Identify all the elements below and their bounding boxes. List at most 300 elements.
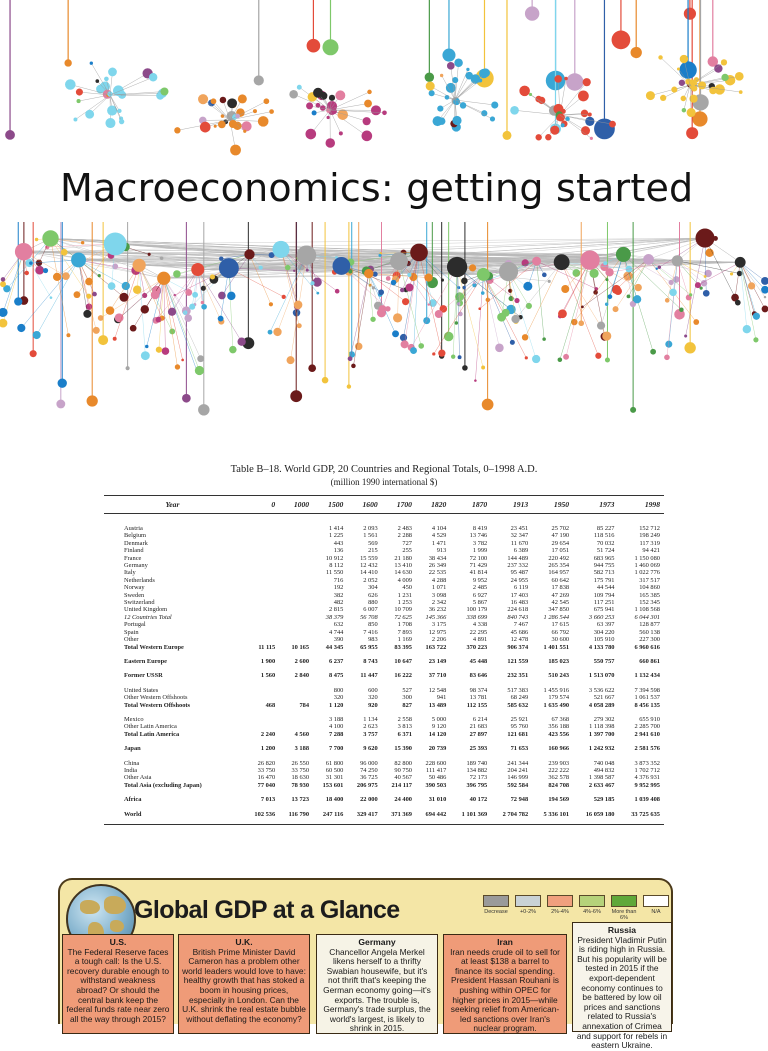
network-hub xyxy=(499,262,518,281)
table-cell xyxy=(279,599,313,606)
table-cell: 3 188 xyxy=(313,709,347,723)
network-node xyxy=(306,269,309,272)
network-node xyxy=(614,287,622,295)
table-cell: 1 900 xyxy=(245,651,279,665)
table-row xyxy=(104,782,664,789)
table-cell: 21 683 xyxy=(450,723,491,730)
network-node xyxy=(269,109,274,114)
table-cell: 1 635 490 xyxy=(532,702,573,709)
table-cell: 7 013 xyxy=(245,789,279,803)
legend-swatch xyxy=(483,895,509,907)
table-cell: 9 952 995 xyxy=(618,782,664,789)
network-node xyxy=(93,327,100,334)
row-label: Eastern Europe xyxy=(104,651,245,665)
table-header-cell: 1500 xyxy=(313,496,347,514)
network-node xyxy=(679,80,685,86)
network-node xyxy=(686,127,698,139)
network-node xyxy=(218,121,226,129)
network-node xyxy=(691,82,696,87)
network-node xyxy=(297,85,302,90)
table-cell: 660 861 xyxy=(618,651,664,665)
table-cell: 2 623 xyxy=(347,723,381,730)
network-node xyxy=(669,289,677,297)
network-node xyxy=(739,90,743,94)
table-cell: 14 120 xyxy=(416,731,450,738)
table-cell: 11 115 xyxy=(245,644,279,651)
network-node xyxy=(326,138,336,148)
network-node xyxy=(218,316,224,322)
table-cell: 51 724 xyxy=(573,547,618,554)
network-node xyxy=(721,59,727,65)
table-cell xyxy=(279,514,313,533)
network-node xyxy=(126,366,130,370)
table-cell: 66 792 xyxy=(532,629,573,636)
row-label: Mexico xyxy=(104,709,245,723)
network-node xyxy=(53,273,61,281)
table-cell: 24 955 xyxy=(491,577,532,584)
network-node xyxy=(578,91,589,102)
table-cell xyxy=(245,614,279,621)
network-node xyxy=(684,342,695,353)
table-cell: 529 185 xyxy=(573,789,618,803)
network-node xyxy=(680,55,688,63)
table-cell xyxy=(279,636,313,643)
network-node xyxy=(481,68,490,77)
table-cell: 4 338 xyxy=(450,621,491,628)
table-cell: 9 120 xyxy=(416,723,450,730)
table-cell xyxy=(245,606,279,613)
network-node xyxy=(677,67,680,70)
table-cell xyxy=(245,555,279,562)
network-hub xyxy=(104,232,127,255)
network-node xyxy=(362,131,373,142)
table-row xyxy=(104,651,664,665)
network-node xyxy=(550,126,559,135)
network-node xyxy=(145,345,148,348)
table-row xyxy=(104,540,664,547)
network-node xyxy=(519,86,530,97)
network-node xyxy=(364,100,372,108)
legend-label: +0-2% xyxy=(512,909,544,915)
table-cell: 390 503 xyxy=(416,782,450,789)
network-node xyxy=(603,261,607,265)
table-cell: 85 227 xyxy=(573,514,618,533)
network-node xyxy=(117,109,121,113)
table-cell: 4 560 xyxy=(279,731,313,738)
network-node xyxy=(189,304,195,310)
table-cell: 7 416 xyxy=(347,629,381,636)
row-label: Former USSR xyxy=(104,665,245,679)
table-cell: 164 957 xyxy=(532,569,573,576)
row-label: France xyxy=(104,555,245,562)
table-cell: 78 930 xyxy=(279,782,313,789)
table-cell: 382 xyxy=(313,592,347,599)
table-cell: 134 882 xyxy=(450,767,491,774)
network-node xyxy=(650,349,656,355)
table-cell: 1 101 369 xyxy=(450,804,491,825)
table-cell: 40 567 xyxy=(382,774,416,781)
table-row xyxy=(104,592,664,599)
table-row xyxy=(104,774,664,781)
row-label: Africa xyxy=(104,789,245,803)
box-uk-heading: U.K. xyxy=(182,938,306,948)
table-cell: 4 376 931 xyxy=(618,774,664,781)
network-node xyxy=(221,114,225,118)
network-hub xyxy=(580,250,599,269)
network-node xyxy=(444,332,453,341)
network-node xyxy=(525,6,539,20)
network-node xyxy=(185,289,192,296)
box-russia-heading: Russia xyxy=(576,926,668,936)
network-node xyxy=(81,241,84,244)
table-cell: 30 600 xyxy=(532,636,573,643)
network-node xyxy=(438,350,445,357)
network-node xyxy=(258,116,269,127)
table-cell xyxy=(245,562,279,569)
network-node xyxy=(108,282,116,290)
legend-item xyxy=(608,895,640,921)
table-cell: 2 581 576 xyxy=(618,738,664,752)
row-label: Italy xyxy=(104,569,245,576)
table-row xyxy=(104,789,664,803)
table-cell: 941 xyxy=(416,694,450,701)
network-node xyxy=(523,282,532,291)
network-node xyxy=(61,249,68,256)
table-cell: 13 723 xyxy=(279,789,313,803)
network-node xyxy=(548,280,551,283)
network-node xyxy=(735,300,741,306)
row-label: United Kingdom xyxy=(104,606,245,613)
network-node xyxy=(76,89,83,96)
table-cell: 33 725 635 xyxy=(618,804,664,825)
network-node xyxy=(442,49,455,62)
growth-legend xyxy=(480,895,675,925)
table-cell: 371 369 xyxy=(382,804,416,825)
table-cell: 22 535 xyxy=(416,569,450,576)
table-cell: 1 460 069 xyxy=(618,562,664,569)
table-cell: 112 155 xyxy=(450,702,491,709)
table-cell xyxy=(279,592,313,599)
table-cell: 14 410 xyxy=(347,569,381,576)
table-cell: 569 xyxy=(347,540,381,547)
table-cell xyxy=(245,636,279,643)
network-node xyxy=(588,112,592,116)
network-node xyxy=(329,95,335,101)
table-cell: 100 179 xyxy=(450,606,491,613)
network-node xyxy=(424,273,432,281)
network-node xyxy=(452,77,458,83)
network-node xyxy=(351,364,356,369)
table-cell: 4 529 xyxy=(416,532,450,539)
network-node xyxy=(452,116,461,125)
network-node xyxy=(133,286,141,294)
table-cell: 3 175 xyxy=(416,621,450,628)
network-node xyxy=(83,310,91,318)
network-hub xyxy=(364,269,373,278)
table-cell xyxy=(279,555,313,562)
network-node xyxy=(542,273,547,278)
table-cell xyxy=(279,569,313,576)
network-node xyxy=(33,331,41,339)
network-node xyxy=(367,90,372,95)
network-node xyxy=(561,285,569,293)
network-node xyxy=(681,96,687,102)
table-cell: 63 397 xyxy=(573,621,618,628)
network-node xyxy=(454,58,463,67)
table-cell xyxy=(245,577,279,584)
network-node xyxy=(162,347,170,355)
table-row xyxy=(104,738,664,752)
table-cell: 152 345 xyxy=(618,599,664,606)
table-cell: 222 222 xyxy=(532,767,573,774)
legend-swatch xyxy=(643,895,669,907)
table-cell: 396 795 xyxy=(450,782,491,789)
row-label: Finland xyxy=(104,547,245,554)
network-node xyxy=(703,290,710,297)
network-node xyxy=(130,325,137,332)
table-cell: 300 xyxy=(382,694,416,701)
table-cell: 784 xyxy=(279,702,313,709)
box-us-text: The Federal Reserve faces a tough call: Is the U.S. recovery durable enough to withstand weakness abroad? Or should the central bank keep the federal funds rate near zero all the way through 2015? xyxy=(67,947,170,1024)
table-cell: 8 112 xyxy=(313,562,347,569)
legend-swatch xyxy=(579,895,605,907)
network-node xyxy=(201,286,206,291)
network-node xyxy=(104,77,109,82)
table-row xyxy=(104,731,664,738)
legend-swatch xyxy=(611,895,637,907)
network-node xyxy=(305,129,316,140)
table-cell: 1 708 xyxy=(382,621,416,628)
table-cell: 450 xyxy=(382,584,416,591)
network-node xyxy=(77,99,81,103)
network-node xyxy=(0,308,8,317)
table-row xyxy=(104,767,664,774)
table-cell: 740 048 xyxy=(573,753,618,767)
table-cell: 5 867 xyxy=(450,599,491,606)
table-cell xyxy=(245,709,279,723)
table-cell: 6 119 xyxy=(491,584,532,591)
network-node xyxy=(298,264,305,271)
network-node xyxy=(98,315,104,321)
network-node xyxy=(195,366,204,375)
network-hub xyxy=(219,258,239,278)
network-node xyxy=(410,347,417,354)
network-node xyxy=(86,294,91,299)
table-cell: 16 222 xyxy=(382,665,416,679)
network-node xyxy=(502,309,510,317)
network-node xyxy=(119,119,124,124)
network-hub xyxy=(643,254,654,265)
box-russia-text: President Vladimir Putin is riding high in Russia. But his popularity will be tested in 2015 if the export-dependent economy continues to be battered by low oil prices and sanctions related to Russia's annexation of Crimea and support for rebels in eastern Ukraine. xyxy=(577,935,667,1051)
table-cell: 44 345 xyxy=(313,644,347,651)
table-cell: 1 401 551 xyxy=(532,644,573,651)
network-node xyxy=(289,90,298,99)
network-node xyxy=(316,103,321,108)
world-gdp-table xyxy=(104,495,664,825)
table-cell: 109 794 xyxy=(573,592,618,599)
network-node xyxy=(684,8,696,20)
table-caption: Table B–18. World GDP, 20 Countries and Regional Totals, 0–1998 A.D. xyxy=(104,464,664,476)
network-node xyxy=(227,292,235,300)
table-cell: 117 251 xyxy=(573,599,618,606)
network-node xyxy=(64,59,71,66)
network-node xyxy=(605,357,610,362)
network-node xyxy=(372,286,375,289)
network-node xyxy=(634,284,641,291)
network-node xyxy=(433,116,443,126)
table-cell: 521 667 xyxy=(573,694,618,701)
network-node xyxy=(108,68,117,77)
network-node xyxy=(316,292,319,295)
table-cell xyxy=(245,599,279,606)
network-node xyxy=(254,75,264,85)
table-cell: 237 332 xyxy=(491,562,532,569)
network-node xyxy=(495,344,504,353)
network-node xyxy=(665,298,670,303)
table-cell xyxy=(279,723,313,730)
network-hub xyxy=(390,252,408,270)
network-node xyxy=(558,357,563,362)
row-label: Switzerland xyxy=(104,599,245,606)
table-row xyxy=(104,614,664,621)
network-node xyxy=(43,268,48,273)
table-cell: 26 820 xyxy=(245,753,279,767)
table-cell: 626 xyxy=(347,592,381,599)
network-node xyxy=(25,271,29,275)
network-node xyxy=(613,306,619,312)
row-label: 12 Countries Total xyxy=(104,614,245,621)
table-cell: 38 379 xyxy=(313,614,347,621)
row-label: China xyxy=(104,753,245,767)
network-node xyxy=(673,276,680,283)
table-cell: 370 223 xyxy=(450,644,491,651)
table-cell: 2 288 xyxy=(382,532,416,539)
table-cell: 70 032 xyxy=(573,540,618,547)
network-node xyxy=(237,338,245,346)
network-node xyxy=(151,291,160,300)
table-cell xyxy=(279,584,313,591)
network-node xyxy=(198,94,208,104)
network-node xyxy=(141,351,150,360)
network-node xyxy=(658,55,662,59)
network-hub xyxy=(410,244,428,262)
network-node xyxy=(66,333,70,337)
table-cell: 38 434 xyxy=(416,555,450,562)
network-node xyxy=(440,74,443,77)
network-node xyxy=(175,364,180,369)
table-cell: 1 397 700 xyxy=(573,731,618,738)
table-cell: 317 517 xyxy=(618,577,664,584)
table-cell: 224 618 xyxy=(491,606,532,613)
table-cell: 592 584 xyxy=(491,782,532,789)
network-node xyxy=(402,298,409,305)
network-node xyxy=(407,273,411,277)
table-cell: 13 489 xyxy=(416,702,450,709)
table-header-cell: 1820 xyxy=(416,496,450,514)
table-cell: 3 813 xyxy=(382,723,416,730)
table-cell: 6 237 xyxy=(313,651,347,665)
table-cell: 1 471 xyxy=(416,540,450,547)
table-cell xyxy=(245,514,279,533)
network-node xyxy=(98,335,108,345)
table-header-cell: 1600 xyxy=(347,496,381,514)
table-cell xyxy=(245,592,279,599)
table-cell: 47 190 xyxy=(532,532,573,539)
slide-title: Macroeconomics: getting started xyxy=(60,166,693,210)
network-node xyxy=(173,270,181,278)
table-cell: 329 417 xyxy=(347,804,381,825)
table-row xyxy=(104,599,664,606)
table-cell: 6 927 xyxy=(450,592,491,599)
table-cell: 232 351 xyxy=(491,665,532,679)
table-cell: 228 600 xyxy=(416,753,450,767)
network-node xyxy=(490,116,495,121)
network-node xyxy=(50,296,53,299)
network-node xyxy=(229,346,236,353)
table-cell: 443 xyxy=(313,540,347,547)
table-cell: 2 704 782 xyxy=(491,804,532,825)
table-cell: 716 xyxy=(313,577,347,584)
network-node xyxy=(211,98,217,104)
table-cell: 102 536 xyxy=(245,804,279,825)
table-cell: 45 448 xyxy=(450,651,491,665)
network-node xyxy=(312,110,317,115)
table-cell: 3 188 xyxy=(279,738,313,752)
network-node xyxy=(119,293,128,302)
table-cell: 320 xyxy=(347,694,381,701)
table-row xyxy=(104,569,664,576)
table-cell: 83 395 xyxy=(382,644,416,651)
table-cell: 5 336 101 xyxy=(532,804,573,825)
table-cell: 13 410 xyxy=(382,562,416,569)
network-node xyxy=(602,331,611,340)
network-hub xyxy=(532,257,541,266)
box-iran xyxy=(443,934,567,1034)
network-node xyxy=(184,314,192,322)
table-cell: 13 781 xyxy=(450,694,491,701)
network-node xyxy=(220,97,227,104)
table-cell: 12 432 xyxy=(347,562,381,569)
table-cell: 25 393 xyxy=(450,738,491,752)
network-node xyxy=(698,81,706,89)
network-hub xyxy=(133,259,146,272)
network-node xyxy=(447,62,455,70)
table-cell: 1 225 xyxy=(313,532,347,539)
table-cell: 3 660 253 xyxy=(573,614,618,621)
network-node xyxy=(105,118,115,128)
network-node xyxy=(502,131,511,140)
network-node xyxy=(227,98,237,108)
box-germany-text: Chancellor Angela Merkel likens herself to a thrifty Swabian housewife, but it's not thrift that's keeping the German economy going—it's exports. The trouble is, Germany's trade surplus, the world's largest, is likely to shrink in 2015. xyxy=(323,947,431,1034)
table-cell: 2 633 467 xyxy=(573,782,618,789)
network-node xyxy=(92,292,97,297)
row-label: Austria xyxy=(104,514,245,533)
network-node xyxy=(522,334,528,340)
table-header-cell: 1998 xyxy=(618,496,664,514)
table-cell xyxy=(279,709,313,723)
table-cell: 944 755 xyxy=(573,562,618,569)
table-cell: 1 253 xyxy=(382,599,416,606)
legend-swatch xyxy=(515,895,541,907)
network-node xyxy=(391,280,397,286)
table-cell: 1 132 434 xyxy=(618,665,664,679)
table-cell: 1 120 xyxy=(313,702,347,709)
table-cell: 26 550 xyxy=(279,753,313,767)
network-node xyxy=(400,288,404,292)
table-cell: 655 910 xyxy=(618,709,664,723)
network-hub xyxy=(244,249,254,259)
table-header-cell: 0 xyxy=(245,496,279,514)
